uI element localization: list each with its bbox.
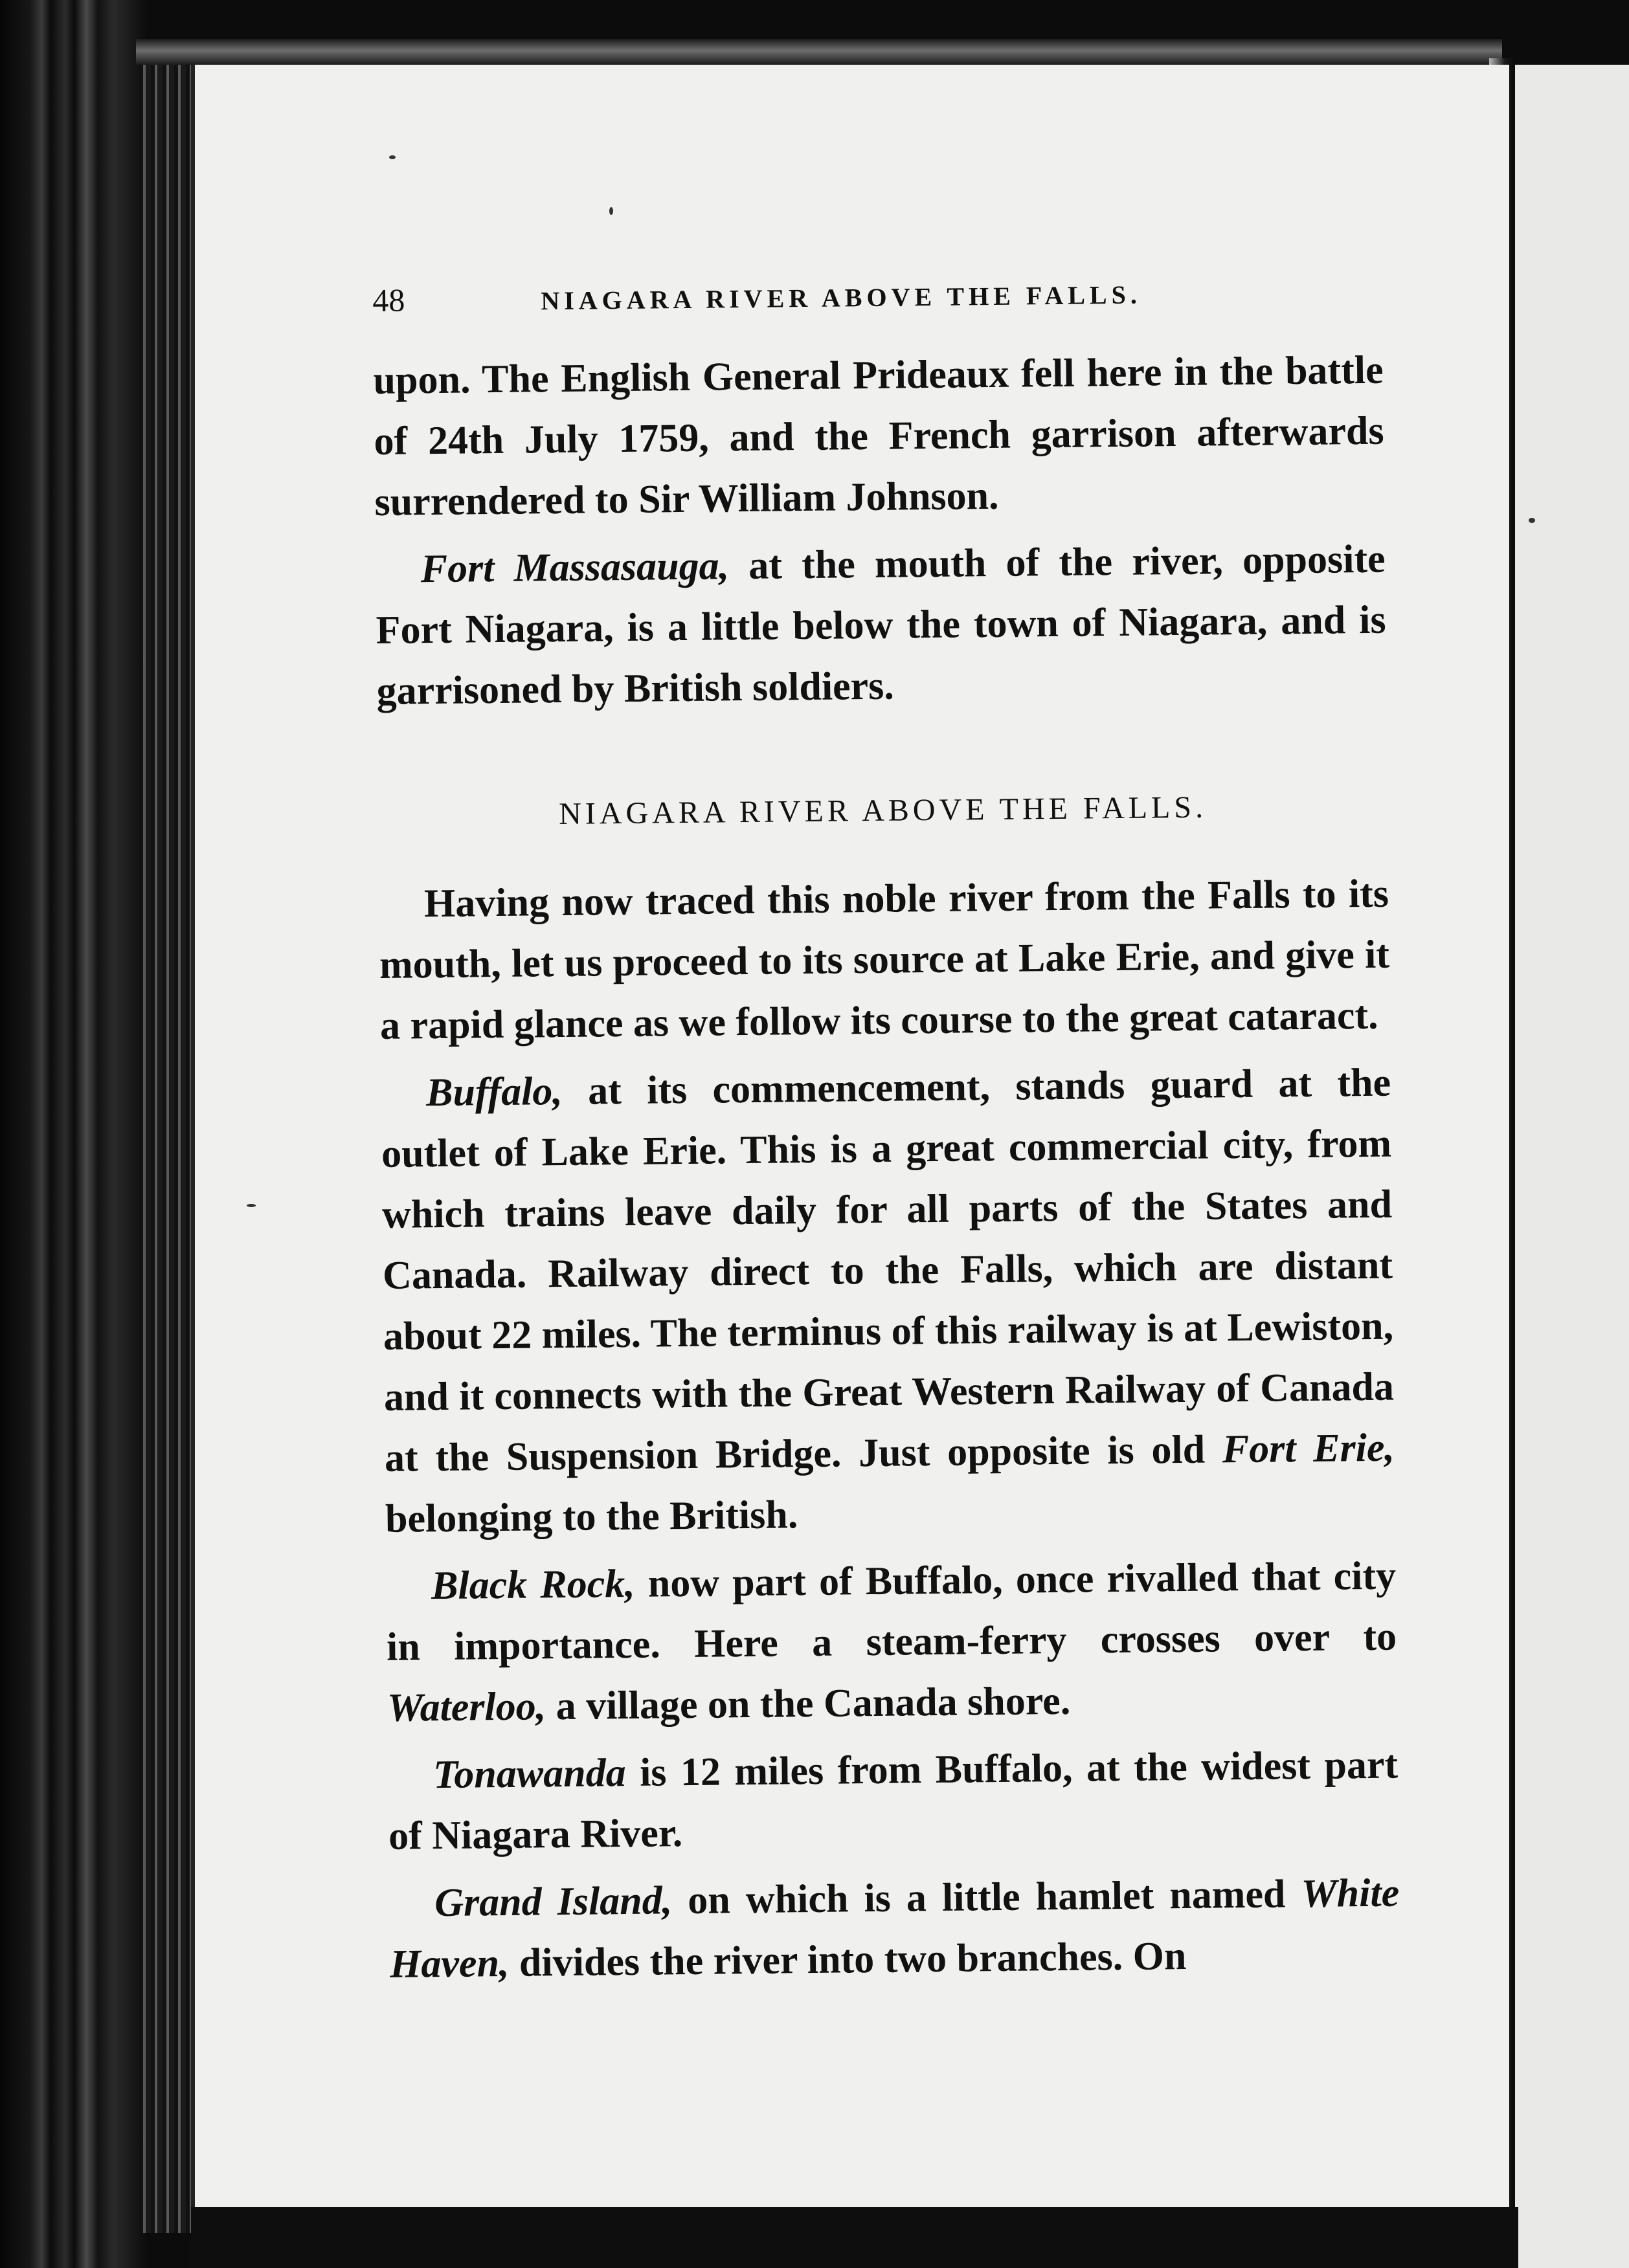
paragraph-text: now part of Buffalo, once rivalled that city in importance. Here a steam-ferry crosses over to: [386, 1553, 1397, 1669]
paragraph-buffalo: [381, 1052, 1396, 1550]
paragraph-text: divides the river into two branches. On: [509, 1933, 1187, 1985]
paragraph-black-rock: [386, 1546, 1398, 1739]
running-title: NIAGARA RIVER ABOVE THE FALLS.: [541, 280, 1142, 316]
section-heading: NIAGARA RIVER ABOVE THE FALLS.: [558, 790, 1208, 832]
book-spine: [0, 0, 149, 2268]
place-name: Fort Erie,: [1222, 1425, 1395, 1472]
paragraph-fort-massasauga: [375, 529, 1387, 722]
page-stack-edges: [139, 65, 191, 2233]
place-name: Black Rock,: [431, 1561, 636, 1608]
facing-page-edge: [1515, 65, 1629, 2268]
place-name: Grand Island,: [434, 1878, 673, 1926]
paragraph-text: a village on the Canada shore.: [545, 1678, 1071, 1729]
page-number: 48: [372, 282, 405, 318]
page-top-edge: [136, 39, 1502, 65]
paragraph-grand-island: [389, 1863, 1400, 1995]
paragraph-text: belonging to the British.: [385, 1493, 798, 1541]
place-name: Buffalo,: [425, 1069, 563, 1115]
place-name: White Haven,: [389, 1871, 1400, 1986]
place-name: Waterloo,: [387, 1684, 546, 1730]
paragraph-intro: Having now traced this noble river from the Falls to its mouth, let us proceed to its source at Lake Erie, and give it a rapid glance as we follow its course to the great cataract.: [379, 871, 1390, 1048]
paragraph-tonawanda: [388, 1735, 1399, 1867]
paragraph-text: at the mouth of the river, opposite Fort Niagara, is a little below the town of Niagara, and is garrisoned by British soldiers.: [376, 537, 1386, 713]
print-speck: [1529, 518, 1535, 523]
print-speck: [609, 207, 613, 215]
print-speck: [247, 1204, 256, 1207]
paragraph-text: is 12 miles from Buffalo, at the widest part of Niagara River.: [388, 1742, 1399, 1858]
place-name: Tonawanda: [433, 1751, 627, 1797]
place-name: Fort Massasauga,: [420, 544, 730, 592]
bottom-border: [191, 2207, 1518, 2268]
print-speck: [389, 155, 396, 159]
paragraph-continuation: upon. The English General Prideaux fell here in the battle of 24th July 1759, and the French garrison afterwards surrendered to Sir William Johnson.: [373, 348, 1384, 524]
paragraph-text: at its commencement, stands guard at the outlet of Lake Erie. This is a great commercial city, from which trains leave daily for all parts of the States and Canada. Railway direct to the Falls, which are distant about 22 miles. The terminus of this railway is at Lewiston, and it connects with the Great Western Railway of Canada at the Suspension Bridge. Just opposite is old: [381, 1060, 1395, 1480]
paragraph-text: on which is a little hamlet named: [671, 1872, 1301, 1923]
page-text-block: [372, 271, 1400, 1995]
